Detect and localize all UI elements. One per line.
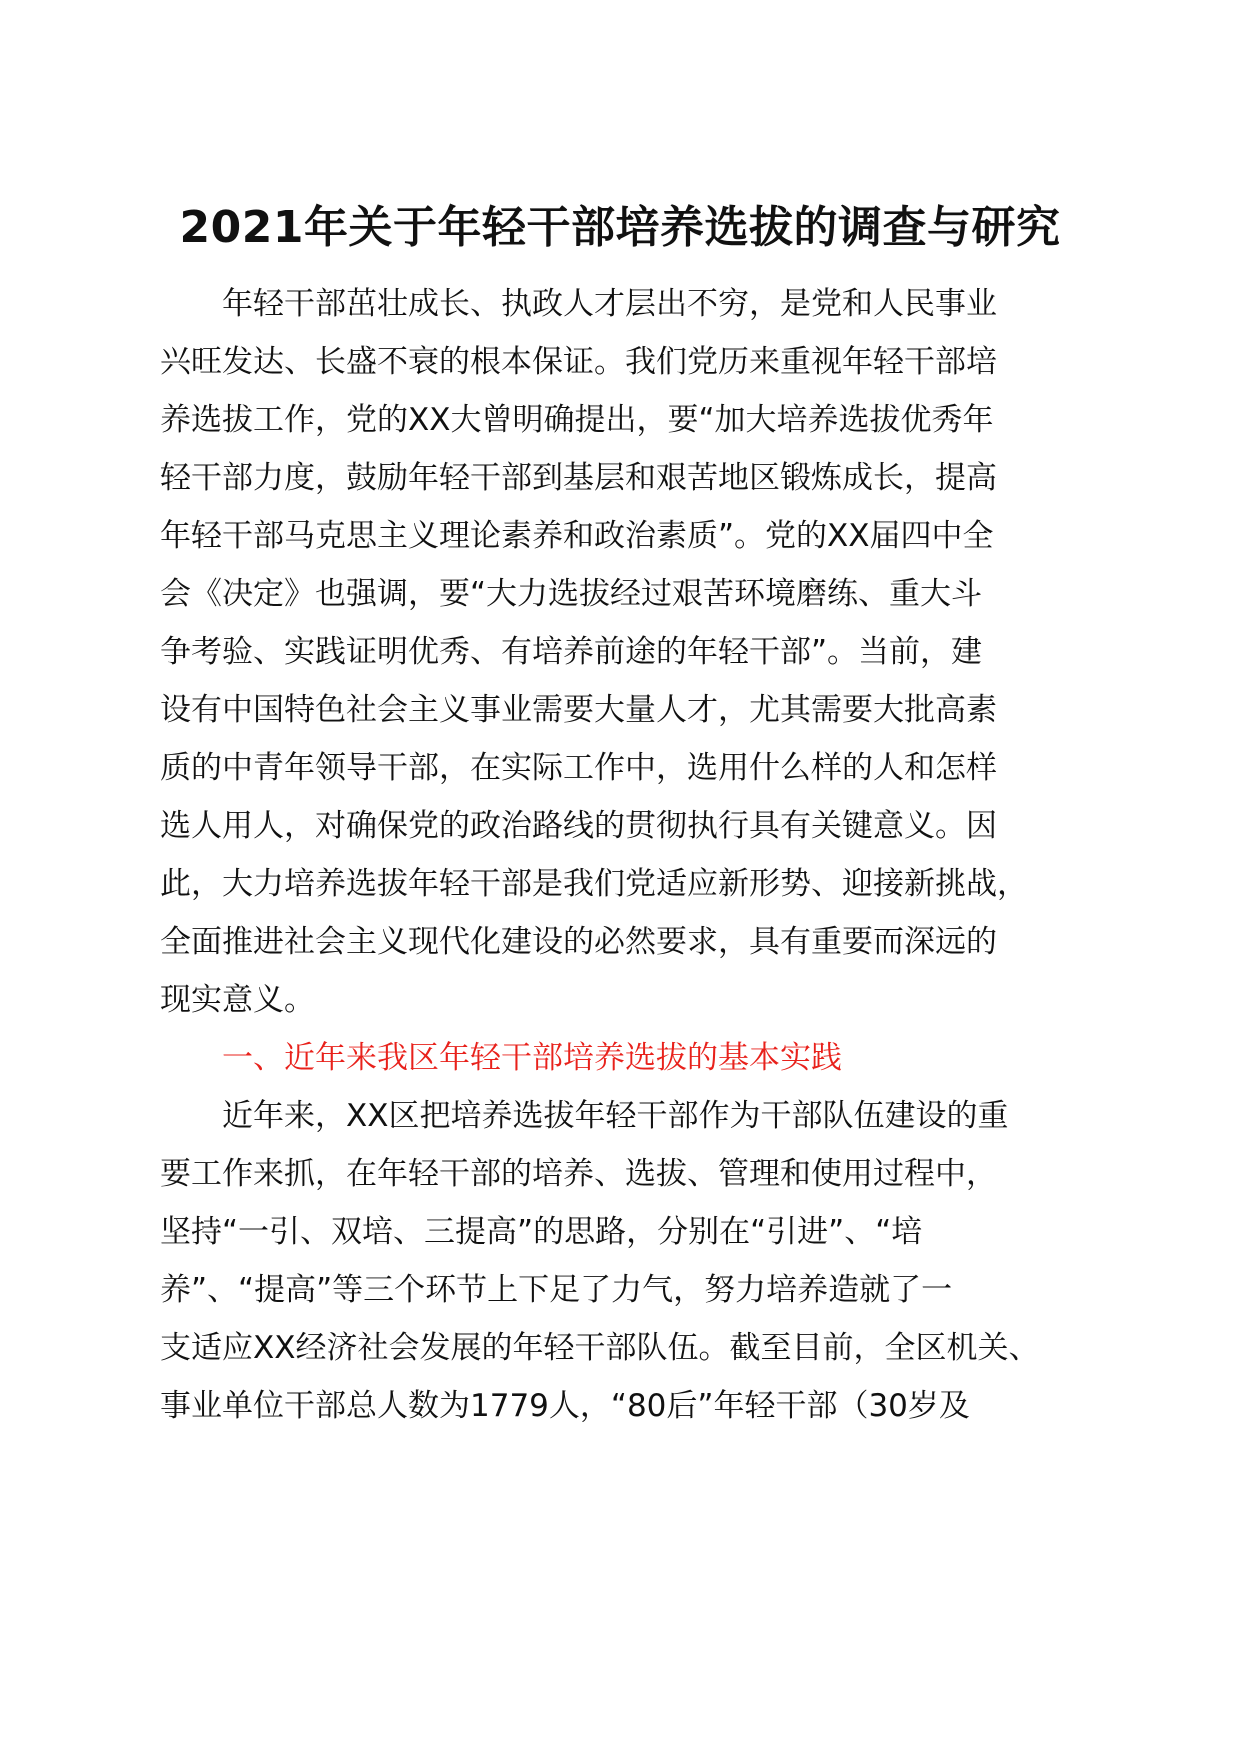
paragraph-1-line-1: 年轻干部茁壮成长、执政人才层出不穷，是党和人民事业 — [222, 286, 997, 322]
document-title: 2021年关于年轻干部培养选拔的调查与研究 — [179, 202, 1061, 253]
paragraph-2-line-3: 坚持“一引、双培、三提高”的思路，分别在“引进”、“培 — [160, 1214, 923, 1250]
paragraph-1-line-12: 全面推进社会主义现代化建设的必然要求，具有重要而深远的 — [160, 924, 997, 960]
paragraph-1-line-9: 质的中青年领导干部，在实际工作中，选用什么样的人和怎样 — [160, 750, 997, 786]
paragraph-1-line-11: 此，大力培养选拔年轻干部是我们党适应新形势、迎接新挑战， — [160, 866, 1028, 902]
paragraph-2-line-4: 养”、“提高”等三个环节上下足了力气，努力培养造就了一 — [160, 1272, 953, 1308]
paragraph-1-line-8: 设有中国特色社会主义事业需要大量人才，尤其需要大批高素 — [160, 692, 997, 728]
section-heading-1: 一、近年来我区年轻干部培养选拔的基本实践 — [222, 1040, 842, 1076]
paragraph-1-line-13: 现实意义。 — [160, 982, 315, 1018]
paragraph-1-line-10: 选人用人，对确保党的政治路线的贯彻执行具有关键意义。因 — [160, 808, 997, 844]
paragraph-1-line-2: 兴旺发达、长盛不衰的根本保证。我们党历来重视年轻干部培 — [160, 344, 997, 380]
paragraph-2-line-1: 近年来，XX区把培养选拔年轻干部作为干部队伍建设的重 — [222, 1098, 1009, 1134]
paragraph-1-line-4: 轻干部力度，鼓励年轻干部到基层和艰苦地区锻炼成长，提高 — [160, 460, 997, 496]
paragraph-2-line-5: 支适应XX经济社会发展的年轻干部队伍。截至目前，全区机关、 — [160, 1330, 1040, 1366]
paragraph-1-line-5: 年轻干部马克思主义理论素养和政治素质”。党的XX届四中全 — [160, 518, 994, 554]
paragraph-1-line-7: 争考验、实践证明优秀、有培养前途的年轻干部”。当前，建 — [160, 634, 983, 670]
paragraph-2-line-6: 事业单位干部总人数为1779人，“80后”年轻干部（30岁及 — [160, 1388, 970, 1424]
paragraph-2-line-2: 要工作来抓，在年轻干部的培养、选拔、管理和使用过程中， — [160, 1156, 997, 1192]
paragraph-1-line-6: 会《决定》也强调，要“大力选拔经过艰苦环境磨练、重大斗 — [160, 576, 983, 612]
paragraph-1-line-3: 养选拔工作，党的XX大曾明确提出，要“加大培养选拔优秀年 — [160, 402, 994, 438]
